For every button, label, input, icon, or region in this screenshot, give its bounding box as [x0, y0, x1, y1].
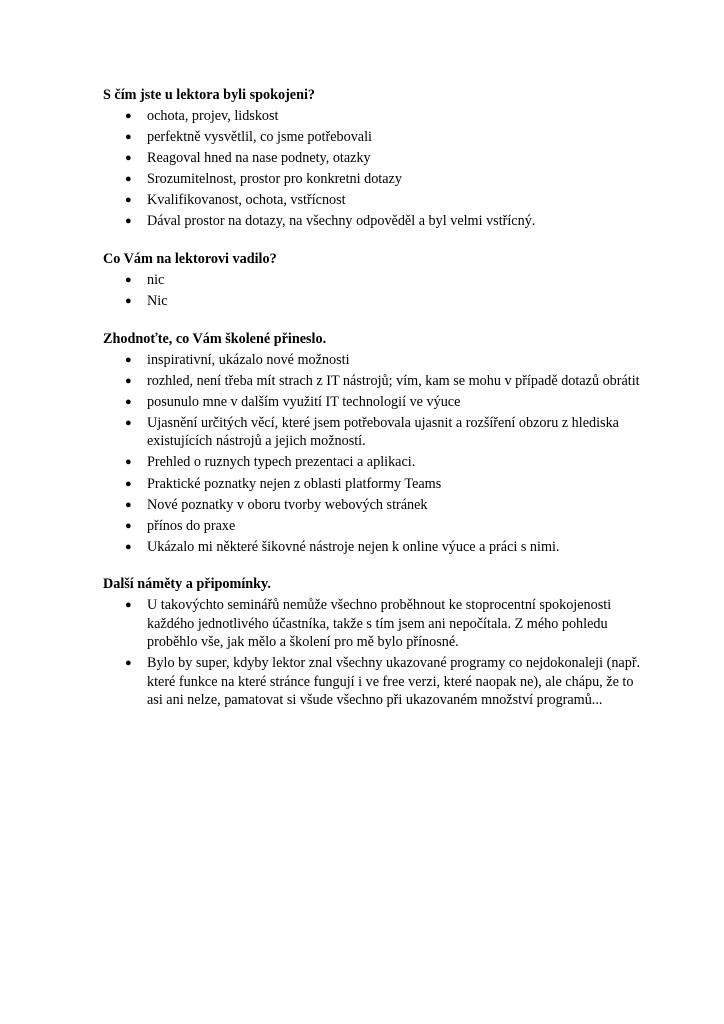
list-item-text: Praktické poznatky nejen z oblasti platformy Teams	[147, 475, 442, 492]
list-item-text: U takovýchto seminářů nemůže všechno proběhnout ke stoprocentní spokojenosti každého jednotlivého účastníka, takže s tím jsem ani nepočítala. Z mého pohledu proběhlo vše, jak mělo a školení pro mě bylo přínosné.	[147, 597, 612, 651]
list-item-text: posunulo mne v dalším využití IT technologií ve výuce	[147, 393, 461, 410]
list-item-text: nic	[147, 271, 165, 288]
bullet-list	[103, 596, 643, 710]
bullet-icon: ●	[125, 599, 132, 612]
list-item	[103, 212, 643, 231]
list-item	[103, 496, 643, 515]
bullet-list	[103, 107, 643, 231]
section-satisfaction	[103, 85, 643, 231]
bullet-icon: ●	[125, 416, 132, 429]
list-item-text: Reagoval hned na nase podnety, otazky	[147, 150, 371, 167]
list-item-text: přínos do praxe	[147, 517, 236, 534]
list-item-text: rozhled, není třeba mít strach z IT nástrojů; vím, kam se mohu v případě dotazů obrátit	[147, 372, 640, 389]
bullet-icon: ●	[125, 498, 132, 511]
list-item	[103, 351, 643, 370]
section-dislikes	[103, 249, 643, 311]
section-heading: Další náměty a připomínky.	[103, 576, 271, 593]
section-heading: S čím jste u lektora byli spokojeni?	[103, 87, 316, 103]
section-benefits	[103, 329, 643, 557]
list-item-text: Nové poznatky v oboru tvorby webových stránek	[147, 496, 428, 513]
bullet-list	[103, 271, 643, 311]
list-item-text: Ukázalo mi některé šikovné nástroje nejen k online výuce a práci s nimi.	[147, 538, 560, 555]
bullet-icon: ●	[125, 110, 132, 122]
list-item	[103, 372, 643, 391]
list-item-text: ochota, projev, lidskost	[147, 108, 279, 124]
list-item	[103, 170, 643, 189]
list-item	[103, 475, 643, 494]
bullet-icon: ●	[125, 456, 132, 469]
list-item-text: inspirativní, ukázalo nové možnosti	[147, 351, 350, 368]
section-heading: Co Vám na lektorovi vadilo?	[103, 250, 277, 267]
list-item	[103, 596, 643, 652]
list-item	[103, 453, 643, 472]
list-item	[103, 271, 643, 290]
list-item	[103, 128, 643, 147]
list-item-text: perfektně vysvětlil, co jsme potřebovali	[147, 129, 372, 146]
list-item	[103, 654, 643, 710]
bullet-icon: ●	[125, 273, 132, 286]
list-item	[103, 517, 643, 536]
section-suggestions	[103, 574, 643, 710]
list-item-text: Dával prostor na dotazy, na všechny odpověděl a byl velmi vstřícný.	[147, 213, 536, 230]
bullet-list	[103, 351, 643, 557]
bullet-icon: ●	[125, 295, 132, 308]
document-page	[103, 85, 643, 728]
bullet-icon: ●	[125, 173, 132, 186]
bullet-icon: ●	[125, 353, 132, 366]
list-item-text: Bylo by super, kdyby lektor znal všechny ukazované programy co nejdokonaleji (např. které funkce na které stránce fungují i ve free verzi, které naopak ne), ale chápu, že to asi ani nelze, pamatovat si všude všechno při ukazovaném množství programů...	[147, 655, 641, 709]
bullet-icon: ●	[125, 215, 132, 228]
bullet-icon: ●	[125, 519, 132, 532]
bullet-icon: ●	[125, 477, 132, 490]
bullet-icon: ●	[125, 657, 132, 670]
list-item	[103, 191, 643, 210]
list-item-text: Srozumitelnost, prostor pro konkretni dotazy	[147, 171, 402, 188]
bullet-icon: ●	[125, 131, 132, 144]
list-item	[103, 107, 643, 126]
bullet-icon: ●	[125, 194, 132, 207]
bullet-icon: ●	[125, 374, 132, 387]
list-item	[103, 149, 643, 168]
list-item-text: Prehled o ruznych typech prezentaci a aplikaci.	[147, 454, 416, 471]
list-item	[103, 393, 643, 412]
section-heading: Zhodnoťte, co Vám školené přineslo.	[103, 330, 327, 347]
list-item-text: Ujasnění určitých věcí, které jsem potřebovala ujasnit a rozšíření obzoru z hlediska existujících nástrojů a jejich možností.	[147, 414, 619, 450]
bullet-icon: ●	[125, 540, 132, 553]
list-item	[103, 414, 643, 451]
bullet-icon: ●	[125, 152, 132, 165]
list-item	[103, 292, 643, 311]
list-item-text: Kvalifikovanost, ochota, vstřícnost	[147, 192, 346, 209]
list-item	[103, 538, 643, 557]
bullet-icon: ●	[125, 395, 132, 408]
list-item-text: Nic	[147, 293, 168, 310]
